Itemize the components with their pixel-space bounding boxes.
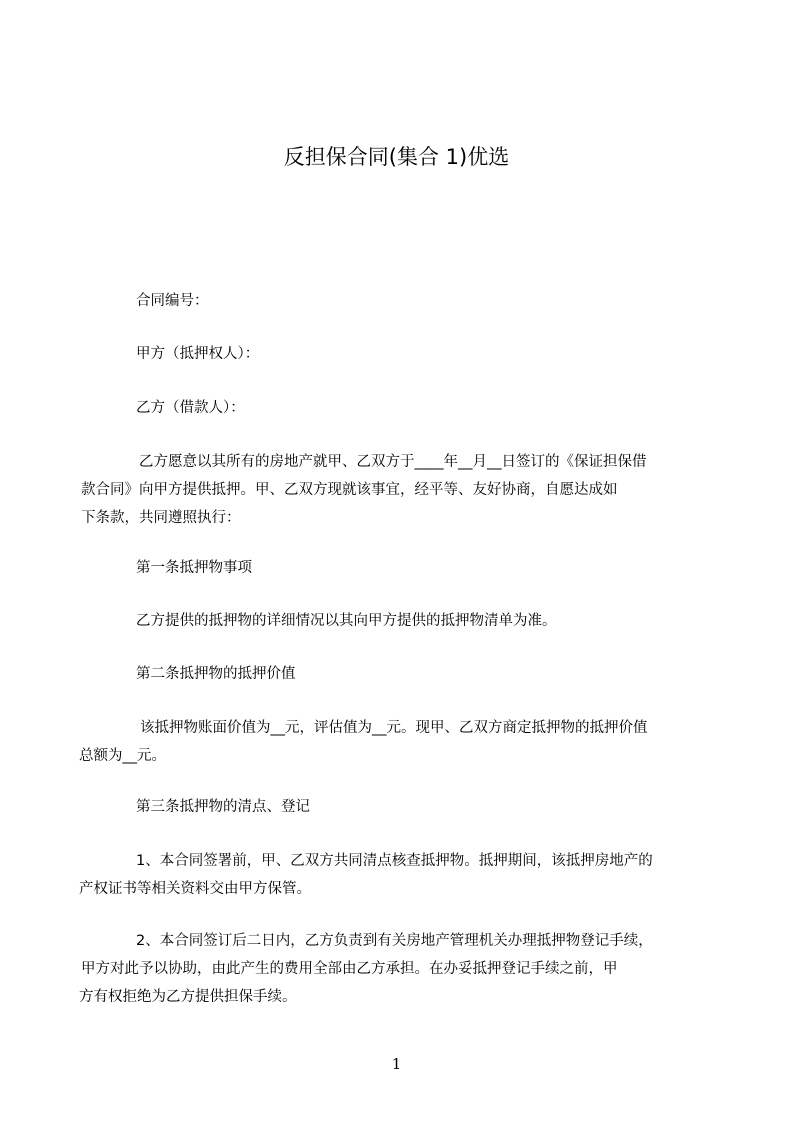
document-title: 反担保合同(集合 1)优选 (283, 145, 510, 169)
article-3-item-2-line-1: 2、本合同签订后二日内，乙方负责到有关房地产管理机关办理抵押物登记手续， (136, 933, 653, 949)
page-number: 1 (391, 1055, 402, 1073)
party-b-field: 乙方（借款人）： (136, 400, 245, 416)
intro-line-2: 款合同》向甲方提供抵押。甲、乙双方现就该事宜，经平等、友好协商，自愿达成如 (81, 482, 618, 498)
article-1-heading: 第一条抵押物事项 (136, 560, 252, 576)
contract-number-field: 合同编号： (136, 293, 209, 309)
intro-line-1: 乙方愿意以其所有的房地产就甲、乙双方于____年__月__日签订的《保证担保借 (139, 454, 647, 470)
article-1-text: 乙方提供的抵押物的详细情况以其向甲方提供的抵押物清单为准。 (136, 613, 557, 629)
article-3-heading: 第三条抵押物的清点、登记 (136, 799, 310, 815)
party-a-field: 甲方（抵押权人）： (136, 346, 260, 362)
article-2-heading: 第二条抵押物的抵押价值 (136, 666, 296, 682)
intro-line-3: 下条款，共同遵照执行： (81, 510, 241, 526)
article-3-item-1-line-2: 产权证书等相关资料交由甲方保管。 (79, 881, 311, 897)
article-2-line-2: 总额为__元。 (79, 748, 166, 764)
article-2-line-1: 该抵押物账面价值为__元，评估值为__元。现甲、乙双方商定抵押物的抵押价值 (140, 720, 648, 736)
article-3-item-2-line-2: 甲方对此予以协助，由此产生的费用全部由乙方承担。在办妥抵押登记手续之前，甲 (81, 961, 618, 977)
article-3-item-2-line-3: 方有权拒绝为乙方提供担保手续。 (79, 989, 297, 1005)
article-3-item-1-line-1: 1、本合同签署前，甲、乙双方共同清点核查抵押物。抵押期间，该抵押房地产的 (136, 853, 653, 869)
